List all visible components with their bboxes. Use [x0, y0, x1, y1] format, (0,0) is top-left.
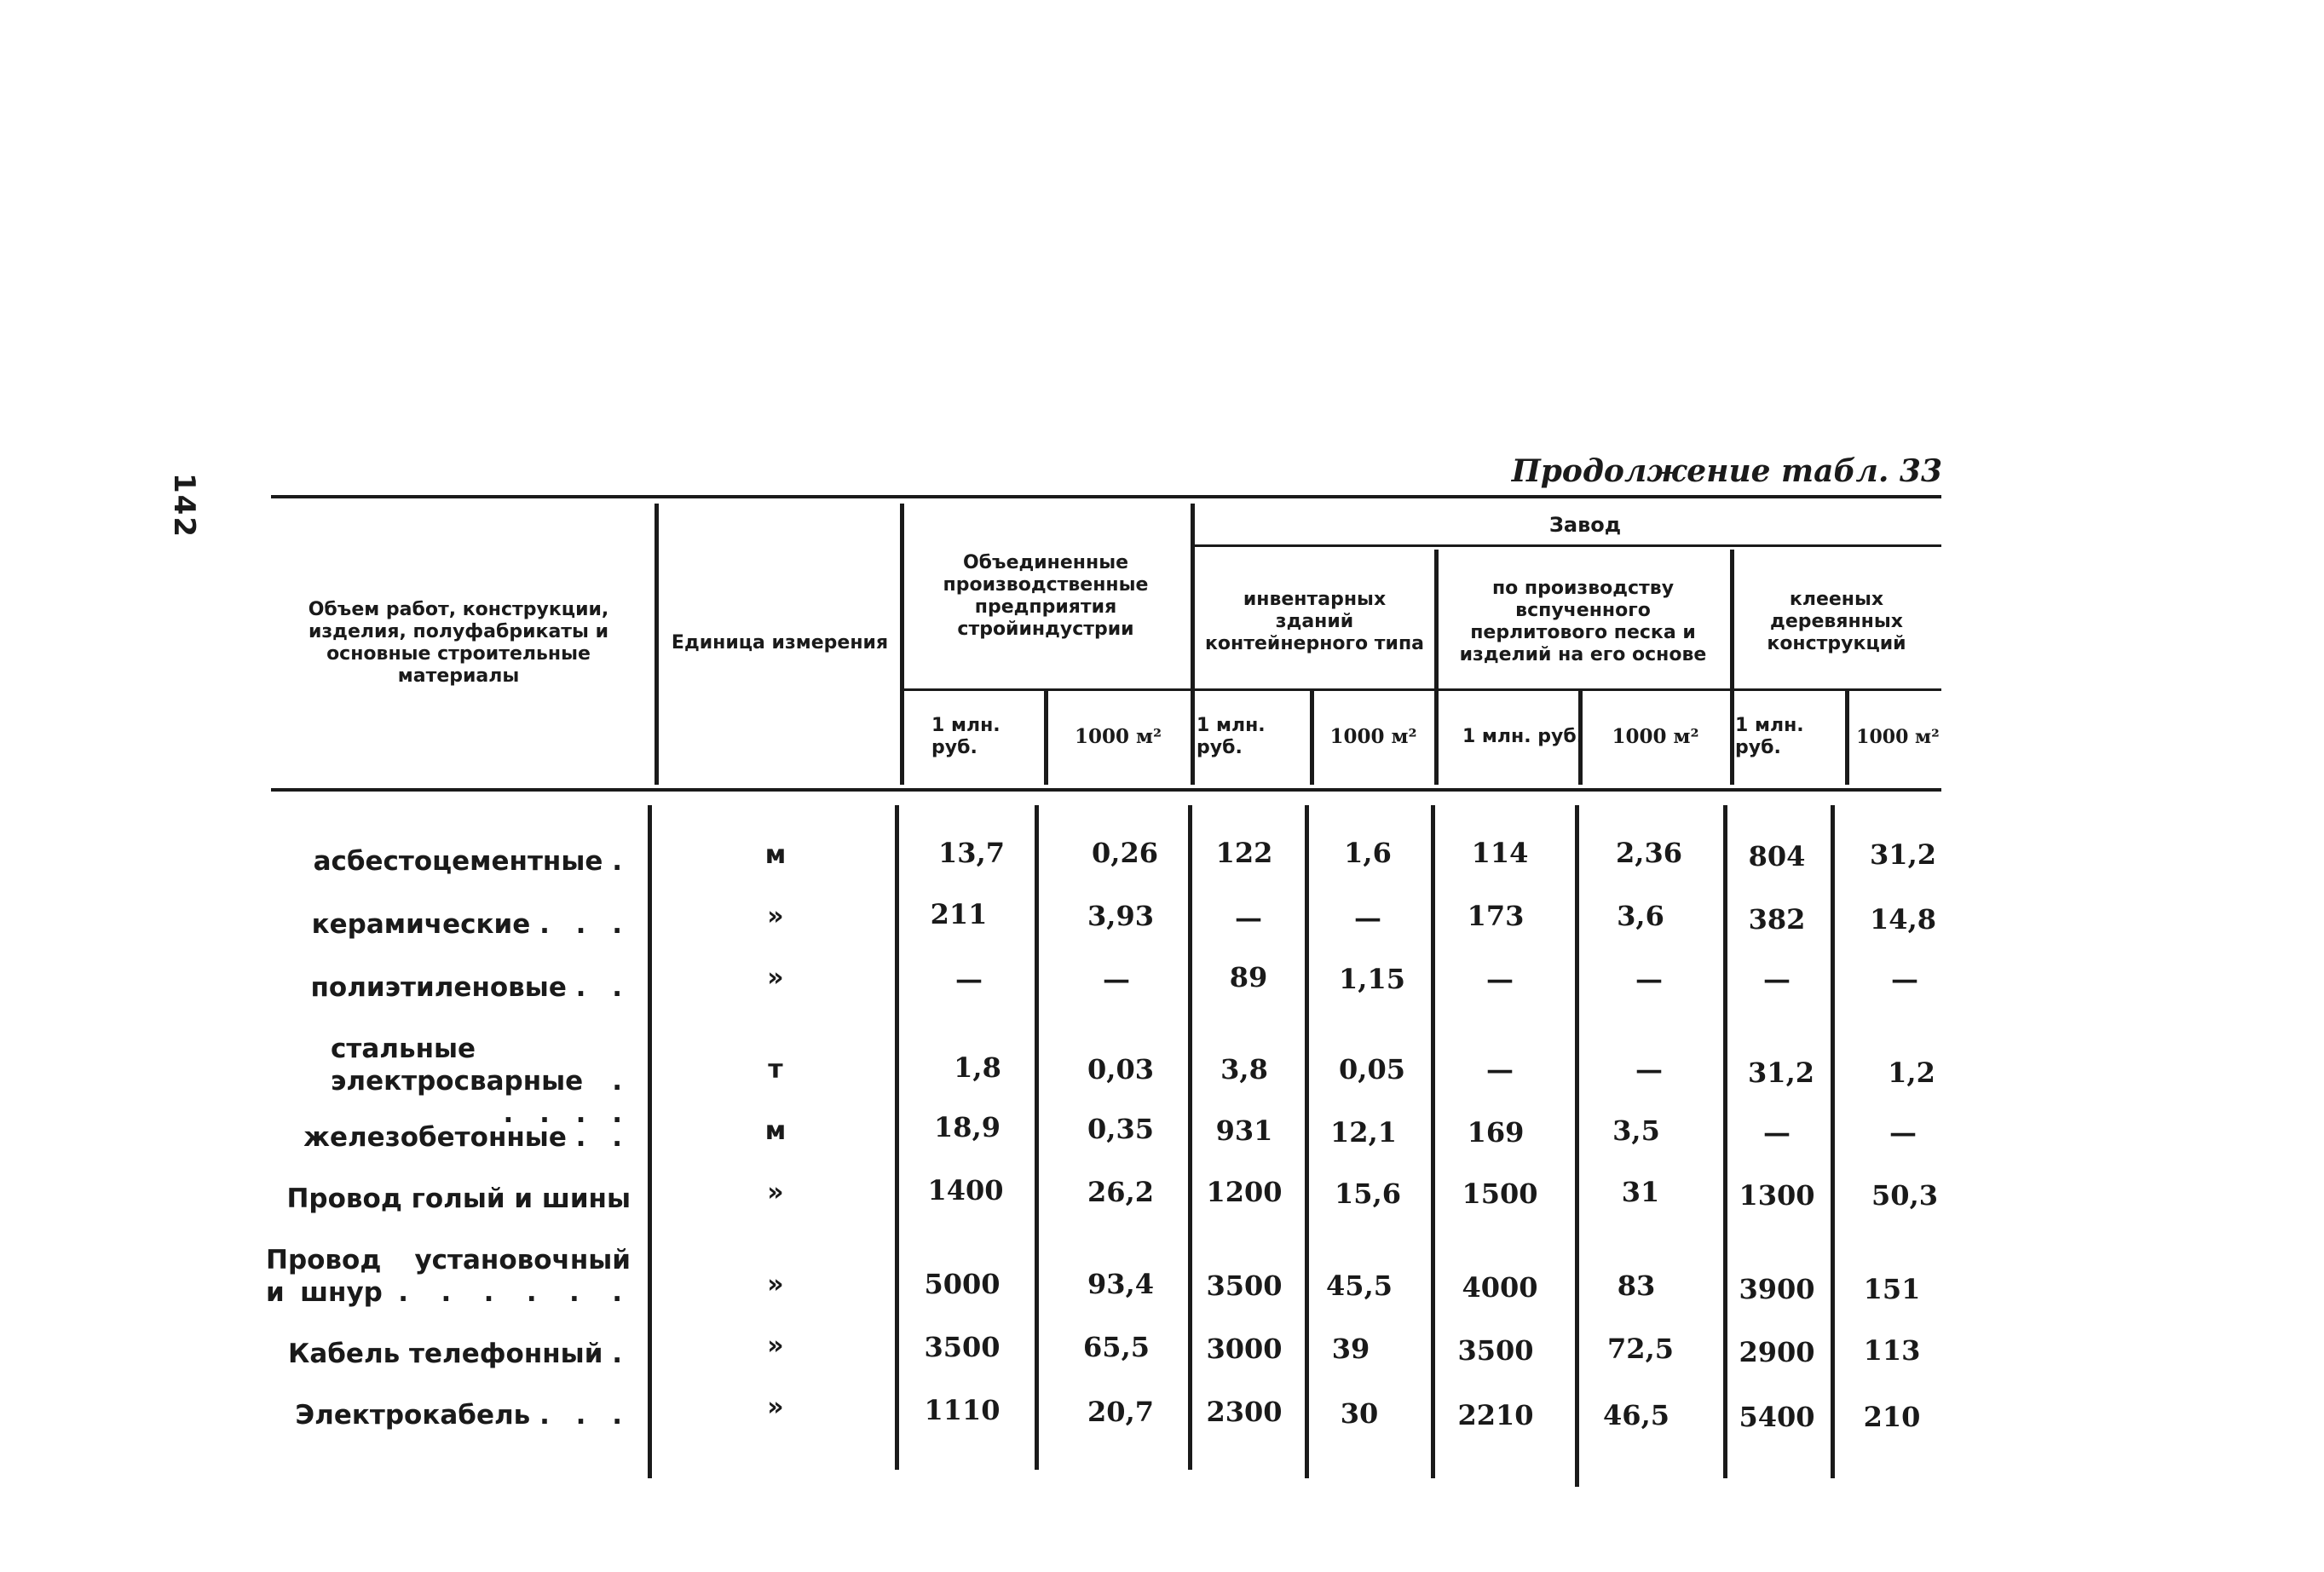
table-cell: 1200	[1206, 1176, 1283, 1208]
table-cell: 211	[930, 898, 988, 930]
table-cell: 2,36	[1616, 837, 1682, 869]
table-cell: 122	[1215, 837, 1273, 869]
table-cell: 31,2	[1748, 1057, 1814, 1089]
header-bottom-rule	[271, 788, 1941, 792]
table-cell: —	[1103, 963, 1130, 995]
table-cell: —	[1763, 1116, 1791, 1149]
table-cell: 31,2	[1870, 838, 1936, 871]
table-cell: —	[955, 963, 983, 995]
table-cell: 151	[1863, 1273, 1921, 1305]
header-vrule	[1845, 691, 1849, 785]
table-cell: 65,5	[1083, 1331, 1150, 1363]
subheader-rub: 1 млн. руб.	[931, 715, 1001, 758]
subheader-m2: 1000 м²	[1074, 725, 1162, 748]
row-label: Кабель телефонный .	[288, 1339, 631, 1369]
table-cell: 83	[1617, 1270, 1656, 1302]
table-cell: 2300	[1206, 1396, 1283, 1428]
table-cell: 13,7	[938, 837, 1005, 869]
row-label: Провод установочный и шнур . . . . . .	[266, 1245, 631, 1308]
header-group4: клееных деревянных конструкций	[1767, 589, 1906, 654]
table-cell: 1,15	[1339, 963, 1405, 995]
table-cell: 1300	[1739, 1179, 1815, 1212]
table-cell: 93,4	[1087, 1268, 1154, 1300]
table-cell: 3,8	[1220, 1053, 1268, 1085]
table-cell: 0,03	[1087, 1053, 1154, 1085]
subheader-rub: 1 млн. руб.	[1462, 726, 1584, 747]
table-cell: 14,8	[1870, 903, 1936, 936]
table-cell: 3500	[1457, 1334, 1534, 1367]
table-cell: 3,93	[1087, 900, 1154, 932]
table-cell: 3900	[1739, 1273, 1815, 1305]
row-label: железобетонные . .	[303, 1122, 631, 1153]
table-cell: 1400	[927, 1174, 1004, 1206]
table-cell: 3500	[1206, 1270, 1283, 1302]
table-cell: 2900	[1739, 1336, 1815, 1368]
table-cell: 1500	[1462, 1178, 1538, 1210]
table-top-rule	[271, 495, 1941, 498]
header-group2: инвентарных зданий контейнерного типа	[1205, 589, 1424, 654]
header-vrule	[1730, 550, 1734, 785]
table-cell: —	[1235, 901, 1262, 934]
header-unit: Единица измерения	[671, 632, 889, 654]
table-cell: 3000	[1206, 1333, 1283, 1365]
row-unit: »	[767, 1392, 784, 1422]
table-cell: 18,9	[934, 1111, 1001, 1143]
body-vrule	[895, 805, 899, 1470]
table-cell: —	[1891, 963, 1918, 995]
row-label: асбестоцементные .	[313, 846, 631, 877]
page-number: 142	[167, 473, 201, 538]
body-vrule	[1035, 805, 1039, 1470]
table-cell: 1110	[924, 1394, 1001, 1426]
table-cell: —	[1635, 1053, 1663, 1085]
table-cell: 31	[1621, 1176, 1660, 1208]
row-unit: »	[767, 1270, 784, 1299]
subheader-rule	[903, 688, 1941, 691]
table-cell: 169	[1467, 1116, 1525, 1149]
subheader-rub: 1 млн. руб.	[1735, 715, 1804, 758]
table-cell: 173	[1467, 900, 1525, 932]
table-cell: 5400	[1739, 1401, 1815, 1433]
table-cell: —	[1486, 963, 1514, 995]
table-cell: —	[1486, 1053, 1514, 1085]
table-cell: 50,3	[1871, 1179, 1938, 1212]
table-cell: 2210	[1457, 1399, 1534, 1431]
header-group1: Объединенные производственные предприятия стройиндустрии	[943, 552, 1149, 640]
table-cell: 1,2	[1888, 1057, 1935, 1089]
header-vrule	[1191, 504, 1195, 785]
zavod-rule	[1193, 544, 1941, 547]
table-cell: 20,7	[1087, 1396, 1154, 1428]
header-vrule	[1434, 550, 1439, 785]
table-cell: 3,5	[1612, 1114, 1660, 1147]
table-cell: 89	[1229, 961, 1268, 993]
subheader-m2: 1000 м²	[1612, 725, 1699, 748]
body-vrule	[1431, 805, 1435, 1478]
row-unit: м	[764, 840, 787, 870]
table-cell: —	[1354, 901, 1381, 934]
subheader-m2: 1000 м²	[1329, 725, 1417, 748]
table-cell: 210	[1863, 1401, 1921, 1433]
table-cell: 5000	[924, 1268, 1001, 1300]
row-unit: т	[768, 1055, 783, 1085]
row-unit: »	[767, 1178, 784, 1207]
row-unit: »	[767, 901, 784, 931]
row-label: полиэтиленовые . .	[310, 972, 631, 1003]
table-cell: 931	[1215, 1114, 1273, 1147]
row-unit: »	[767, 1331, 784, 1361]
table-cell: 0,35	[1087, 1113, 1154, 1145]
subheader-rub: 1 млн. руб.	[1197, 715, 1266, 758]
table-cell: —	[1763, 963, 1791, 995]
row-label: керамические . . .	[311, 909, 631, 940]
row-label: стальные электросварные . . . . .	[331, 1034, 631, 1129]
header-item: Объем работ, конструкции, изделия, полуфабрикаты и основные строительные материалы	[308, 599, 609, 687]
table-cell: 3500	[924, 1331, 1001, 1363]
table-cell: —	[1635, 963, 1663, 995]
table-cell: 72,5	[1607, 1333, 1674, 1365]
row-unit: м	[764, 1116, 787, 1146]
subheader-m2: 1000 м²	[1856, 726, 1940, 748]
table-cell: —	[1889, 1116, 1917, 1149]
table-cell: 1,6	[1344, 837, 1392, 869]
row-unit: »	[767, 963, 784, 993]
table-cell: 0,05	[1339, 1053, 1405, 1085]
header-vrule	[655, 504, 659, 785]
table-cell: 382	[1748, 903, 1806, 936]
header-vrule	[900, 504, 904, 785]
table-cell: 45,5	[1326, 1270, 1393, 1302]
body-vrule	[1575, 805, 1579, 1487]
table-cell: 4000	[1462, 1271, 1538, 1304]
table-cell: 30	[1340, 1397, 1379, 1430]
table-cell: 804	[1748, 840, 1806, 872]
table-cell: 26,2	[1087, 1176, 1154, 1208]
table-cell: 3,6	[1617, 900, 1664, 932]
header-vrule	[1310, 691, 1314, 785]
table-cell: 1,8	[954, 1051, 1001, 1084]
table-cell: 114	[1471, 837, 1529, 869]
row-label: Электрокабель . . .	[295, 1400, 631, 1431]
table-cell: 46,5	[1603, 1399, 1669, 1431]
row-label: Провод голый и шины	[286, 1183, 631, 1214]
header-zavod: Завод	[1548, 513, 1622, 537]
table-caption: Продолжение табл. 33	[1511, 453, 1942, 489]
table-cell: 12,1	[1330, 1116, 1397, 1149]
header-group3: по производству вспученного перлитового песка и изделий на его основе	[1459, 578, 1707, 665]
body-vrule	[648, 805, 652, 1478]
table-cell: 113	[1863, 1334, 1921, 1367]
table-cell: 0,26	[1092, 837, 1158, 869]
table-cell: 15,6	[1335, 1178, 1401, 1210]
table-cell: 39	[1331, 1333, 1370, 1365]
